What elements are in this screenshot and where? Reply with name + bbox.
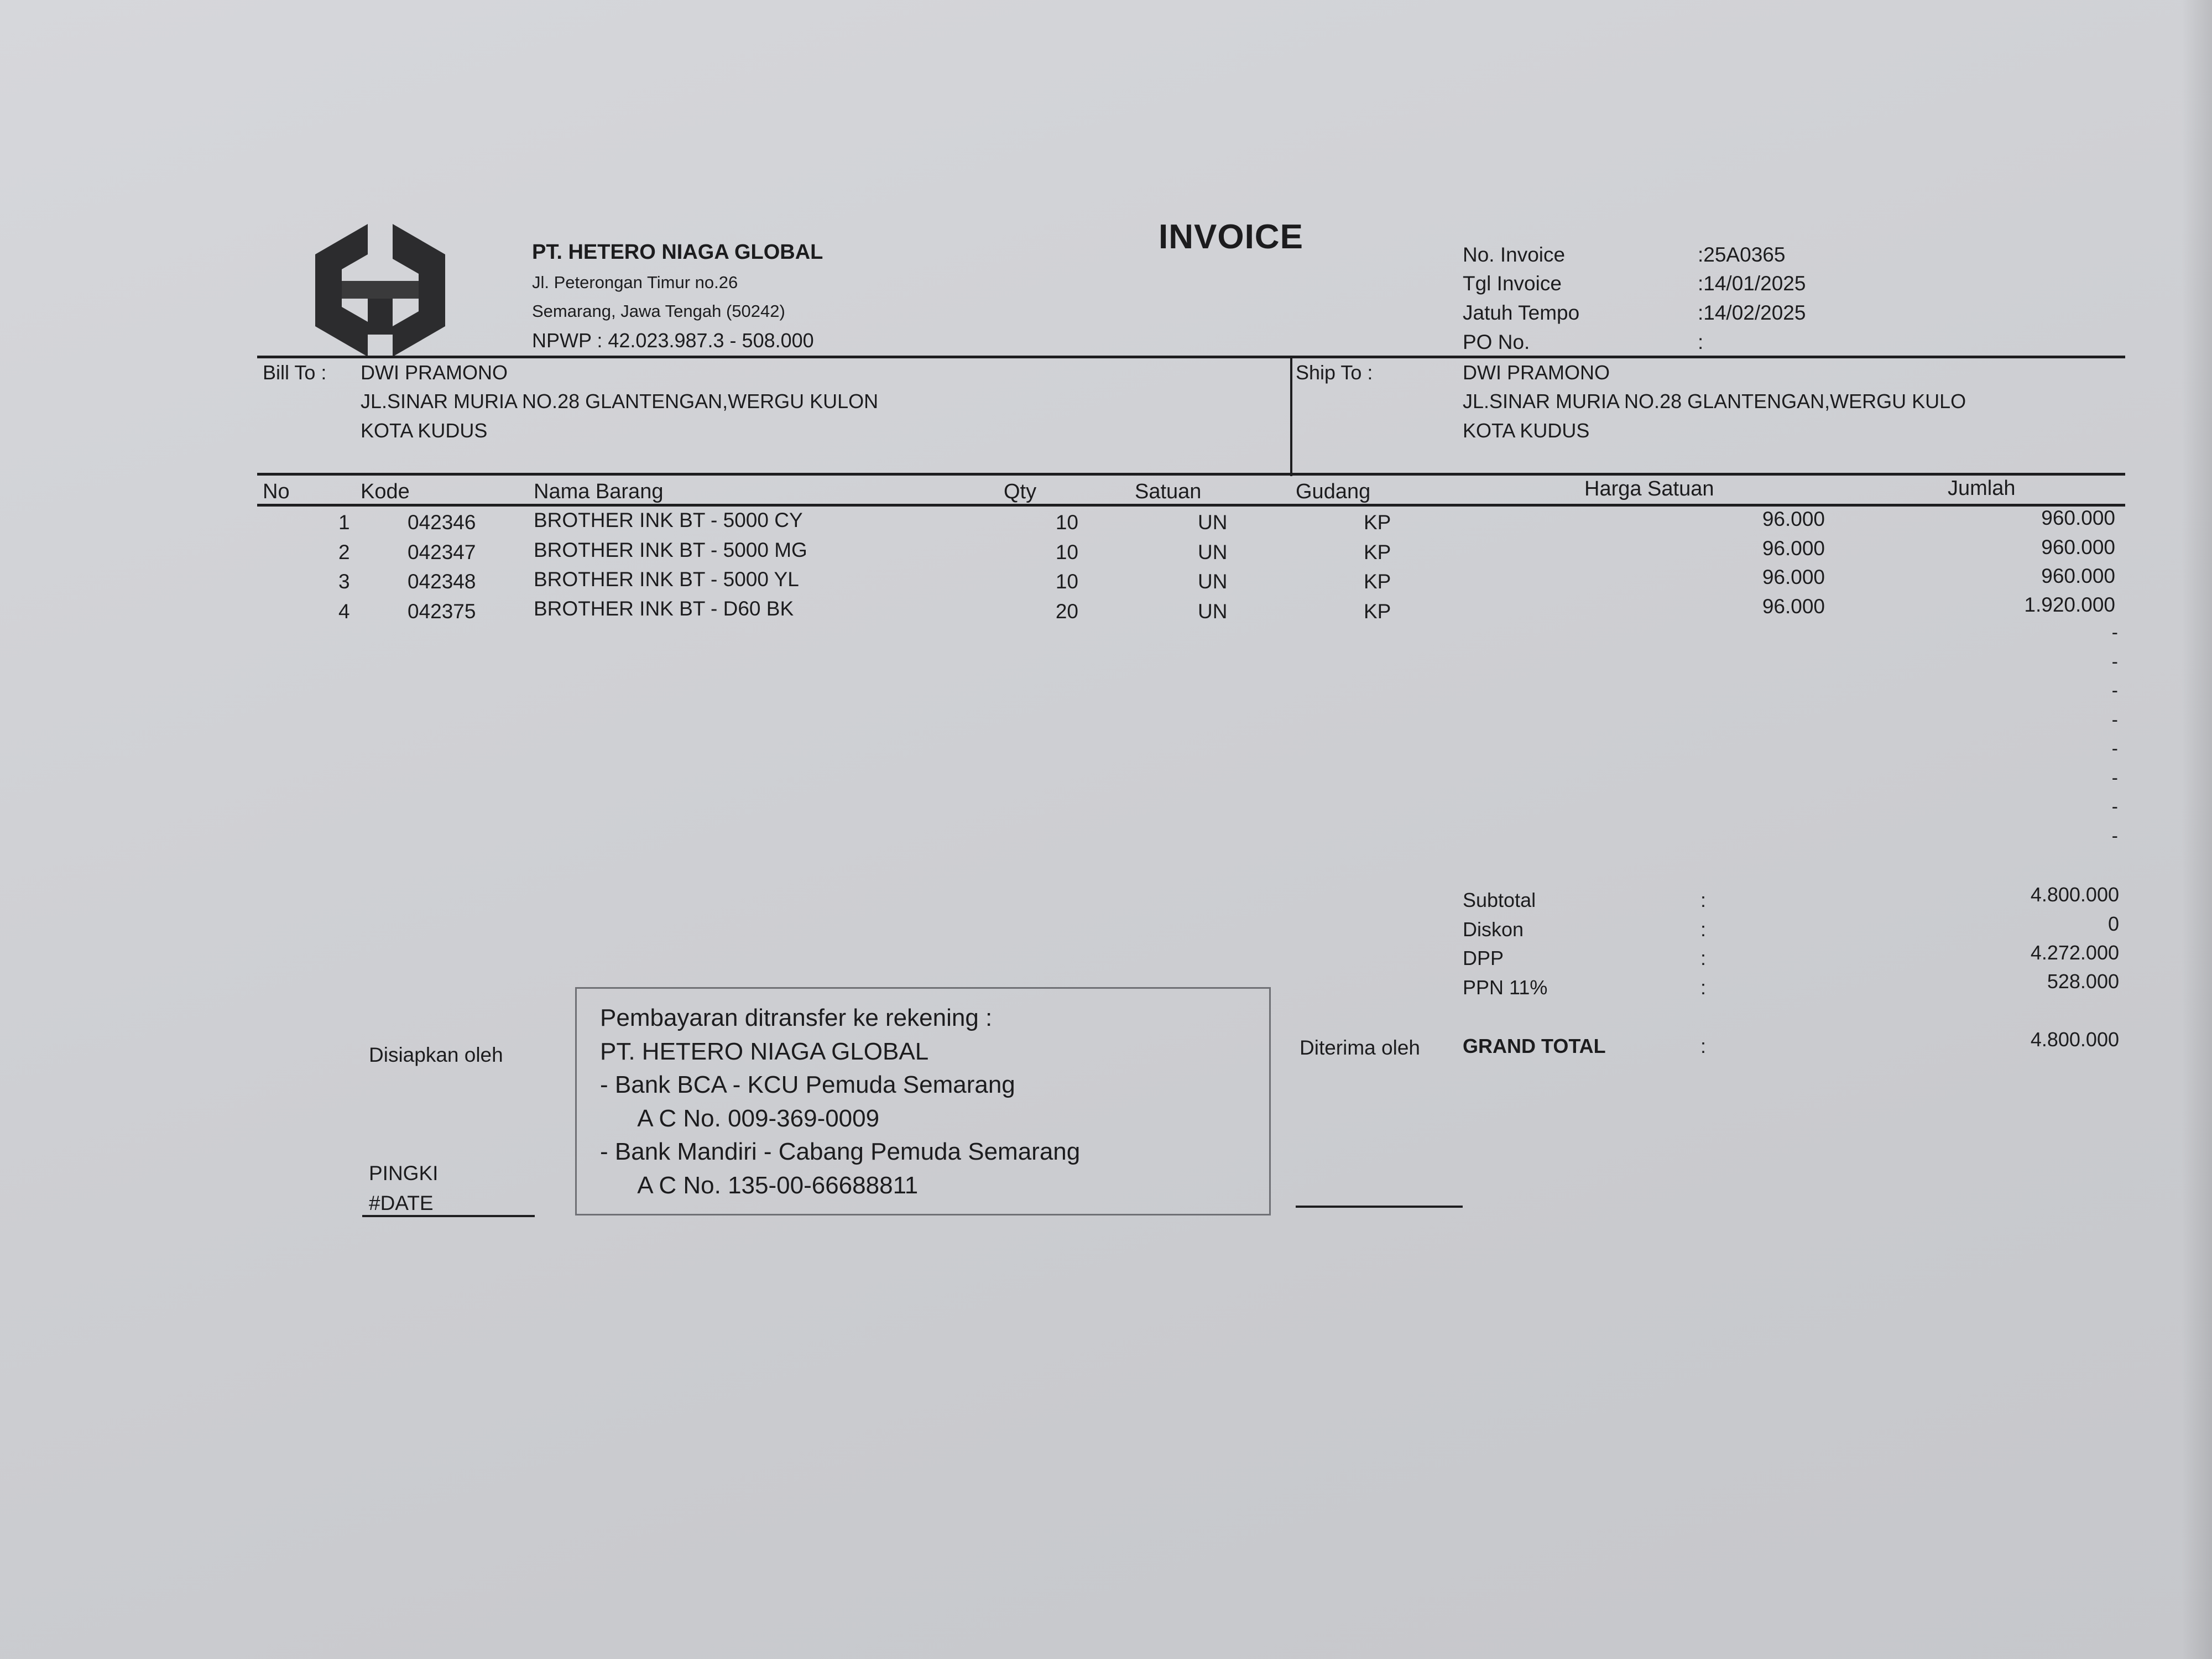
meta-value-due-date: :14/02/2025 <box>1698 301 1806 324</box>
header-divider <box>257 356 2125 358</box>
bill-to-name: DWI PRAMONO <box>361 361 508 384</box>
bill-to-city: KOTA KUDUS <box>361 419 488 442</box>
cell-satuan: UN <box>1198 511 1228 534</box>
total-colon: : <box>1700 889 1707 911</box>
company-name: PT. HETERO NIAGA GLOBAL <box>532 241 823 264</box>
cell-gudang: KP <box>1364 541 1391 564</box>
cell-jumlah: 1.920.000 <box>2024 593 2115 616</box>
total-colon: : <box>1700 947 1707 969</box>
meta-value-invoice-no: :25A0365 <box>1698 243 1786 266</box>
col-header-gudang: Gudang <box>1296 480 1371 503</box>
grand-total-value: 4.800.000 <box>2030 1028 2119 1051</box>
cell-qty: 20 <box>1055 600 1078 623</box>
cell-nama: BROTHER INK BT - 5000 CY <box>534 509 803 531</box>
address-divider <box>1290 357 1292 476</box>
empty-row-dash: - <box>2111 738 2118 759</box>
cell-satuan: UN <box>1198 570 1228 593</box>
received-by-label: Diterima oleh <box>1300 1036 1420 1059</box>
cell-nama: BROTHER INK BT - 5000 YL <box>534 568 799 591</box>
empty-row-dash: - <box>2111 622 2118 643</box>
empty-row-dash: - <box>2111 709 2118 731</box>
company-address-line2: Semarang, Jawa Tengah (50242) <box>532 301 785 321</box>
ship-to-address: JL.SINAR MURIA NO.28 GLANTENGAN,WERGU KULO <box>1463 390 1966 413</box>
cell-no: 4 <box>338 600 350 623</box>
company-address-line1: Jl. Peterongan Timur no.26 <box>532 273 738 292</box>
total-colon: : <box>1700 976 1707 999</box>
cell-jumlah: 960.000 <box>2041 536 2115 559</box>
cell-kode: 042375 <box>408 600 476 623</box>
meta-value-invoice-date: :14/01/2025 <box>1698 272 1806 295</box>
cell-jumlah: 960.000 <box>2041 565 2115 587</box>
payment-bca-account: A C No. 009-369-0009 <box>618 1105 880 1132</box>
company-npwp: NPWP : 42.023.987.3 - 508.000 <box>532 329 814 352</box>
prepared-signature-line <box>362 1215 535 1217</box>
total-label-subtotal: Subtotal <box>1463 889 1536 911</box>
meta-label-po-no: PO No. <box>1463 331 1530 353</box>
cell-jumlah: 960.000 <box>2041 507 2115 529</box>
meta-label-invoice-date: Tgl Invoice <box>1463 272 1562 295</box>
cell-nama: BROTHER INK BT - D60 BK <box>534 597 794 620</box>
cell-nama: BROTHER INK BT - 5000 MG <box>534 539 807 561</box>
table-header-rule <box>257 504 2125 507</box>
cell-no: 1 <box>338 511 350 534</box>
prepared-by-label: Disiapkan oleh <box>369 1044 503 1066</box>
received-signature-line <box>1296 1206 1463 1208</box>
cell-harga: 96.000 <box>1762 537 1825 560</box>
total-label-diskon: Diskon <box>1463 918 1524 941</box>
invoice-title: INVOICE <box>1159 218 1303 256</box>
empty-row-dash: - <box>2111 651 2118 672</box>
total-label-ppn: PPN 11% <box>1463 976 1548 999</box>
total-value-diskon: 0 <box>2107 912 2119 935</box>
total-value-dpp: 4.272.000 <box>2030 941 2119 964</box>
cell-gudang: KP <box>1364 600 1391 623</box>
total-value-ppn: 528.000 <box>2047 970 2119 993</box>
cell-kode: 042348 <box>408 570 476 593</box>
cell-qty: 10 <box>1055 511 1078 534</box>
grand-total-colon: : <box>1700 1035 1707 1057</box>
hexagon-h-logo-icon <box>315 224 445 357</box>
cell-gudang: KP <box>1364 511 1391 534</box>
ship-to-label: Ship To : <box>1296 361 1373 384</box>
table-top-rule <box>257 473 2125 476</box>
empty-row-dash: - <box>2111 796 2118 817</box>
meta-value-po-no: : <box>1698 331 1704 353</box>
payment-bank-mandiri: - Bank Mandiri - Cabang Pemuda Semarang <box>600 1138 1081 1165</box>
payment-instruction: Pembayaran ditransfer ke rekening : <box>600 1004 993 1031</box>
grand-total-label: GRAND TOTAL <box>1463 1035 1606 1057</box>
col-header-no: No <box>263 480 290 503</box>
cell-harga: 96.000 <box>1762 566 1825 588</box>
meta-label-invoice-no: No. Invoice <box>1463 243 1566 266</box>
meta-label-due-date: Jatuh Tempo <box>1463 301 1580 324</box>
bill-to-label: Bill To : <box>263 361 327 384</box>
col-header-nama: Nama Barang <box>534 480 664 503</box>
prepared-by-date: #DATE <box>369 1192 434 1214</box>
total-value-subtotal: 4.800.000 <box>2030 883 2119 906</box>
payment-bank-bca: - Bank BCA - KCU Pemuda Semarang <box>600 1071 1015 1098</box>
bill-to-address: JL.SINAR MURIA NO.28 GLANTENGAN,WERGU KULON <box>361 390 879 413</box>
col-header-jumlah: Jumlah <box>1948 477 2016 500</box>
payment-mandiri-account: A C No. 135-00-66688811 <box>618 1172 919 1199</box>
cell-harga: 96.000 <box>1762 508 1825 530</box>
cell-satuan: UN <box>1198 541 1228 564</box>
cell-qty: 10 <box>1055 541 1078 564</box>
empty-row-dash: - <box>2111 826 2118 847</box>
cell-harga: 96.000 <box>1762 595 1825 618</box>
total-label-dpp: DPP <box>1463 947 1504 969</box>
cell-kode: 042346 <box>408 511 476 534</box>
cell-satuan: UN <box>1198 600 1228 623</box>
col-header-satuan: Satuan <box>1135 480 1202 503</box>
payment-company: PT. HETERO NIAGA GLOBAL <box>600 1038 929 1065</box>
prepared-by-name: PINGKI <box>369 1162 439 1185</box>
empty-row-dash: - <box>2111 768 2118 789</box>
cell-kode: 042347 <box>408 541 476 564</box>
cell-no: 2 <box>338 541 350 564</box>
cell-qty: 10 <box>1055 570 1078 593</box>
col-header-kode: Kode <box>361 480 410 503</box>
col-header-qty: Qty <box>1004 480 1037 503</box>
ship-to-city: KOTA KUDUS <box>1463 419 1590 442</box>
total-colon: : <box>1700 918 1707 941</box>
cell-no: 3 <box>338 570 350 593</box>
empty-row-dash: - <box>2111 680 2118 701</box>
ship-to-name: DWI PRAMONO <box>1463 361 1610 384</box>
col-header-harga: Harga Satuan <box>1584 477 1714 500</box>
cell-gudang: KP <box>1364 570 1391 593</box>
